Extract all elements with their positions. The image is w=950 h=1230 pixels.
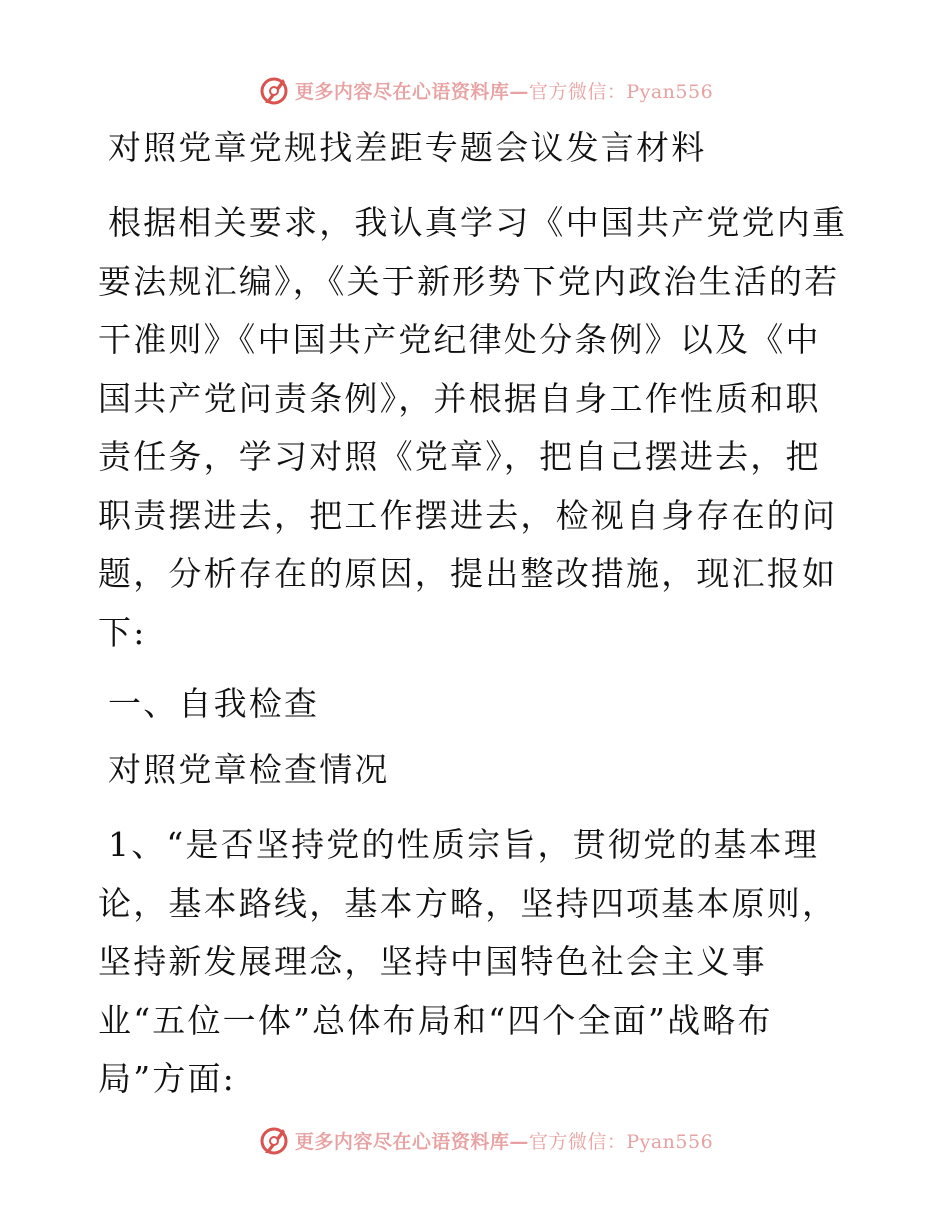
quill-circle-logo-icon (257, 73, 291, 107)
subsection-heading: 对照党章检查情况 (108, 750, 390, 789)
quill-circle-logo-icon (257, 1123, 291, 1157)
paragraph-intro: 根据相关要求，我认真学习《中国共产党党内重要法规汇编》，《关于新形势下党内政治生活的若干准则》《中国共产党纪律处分条例》以及《中国共产党问责条例》，并根据自身工作性质和职责任务，学习对照《党章》，把自己摆进去，把职责摆进去，把工作摆进去，检视自身存在的问题，分析存在的原因，提出整改措施，现汇报如下: (98, 203, 848, 652)
section-heading: 一、自我检查 (108, 684, 320, 723)
document-title: 对照党章党规找差距专题会议发言材料 (108, 128, 707, 167)
banner-brand-text: 更多内容尽在心语资料库 (294, 1130, 510, 1153)
banner-separator: — (509, 80, 529, 103)
header-banner (0, 70, 950, 110)
footer-banner (0, 1120, 950, 1160)
banner-content (257, 1123, 713, 1157)
paragraph-item-1: 1、“是否坚持党的性质宗旨，贯彻党的基本理论，基本路线，基本方略，坚持四项基本原则，坚持新发展理念，坚持中国特色社会主义事业“五位一体”总体布局和“四个全面”战略布局”方面: (98, 825, 838, 1098)
banner-text (295, 77, 713, 104)
banner-wechat-text: 官方微信：Pyan556 (528, 80, 714, 103)
banner-separator: — (509, 1130, 529, 1153)
banner-content (257, 73, 713, 107)
banner-text (295, 1127, 713, 1154)
document-body (98, 120, 850, 1109)
banner-brand-text: 更多内容尽在心语资料库 (294, 80, 510, 103)
banner-wechat-text: 官方微信：Pyan556 (528, 1130, 714, 1153)
